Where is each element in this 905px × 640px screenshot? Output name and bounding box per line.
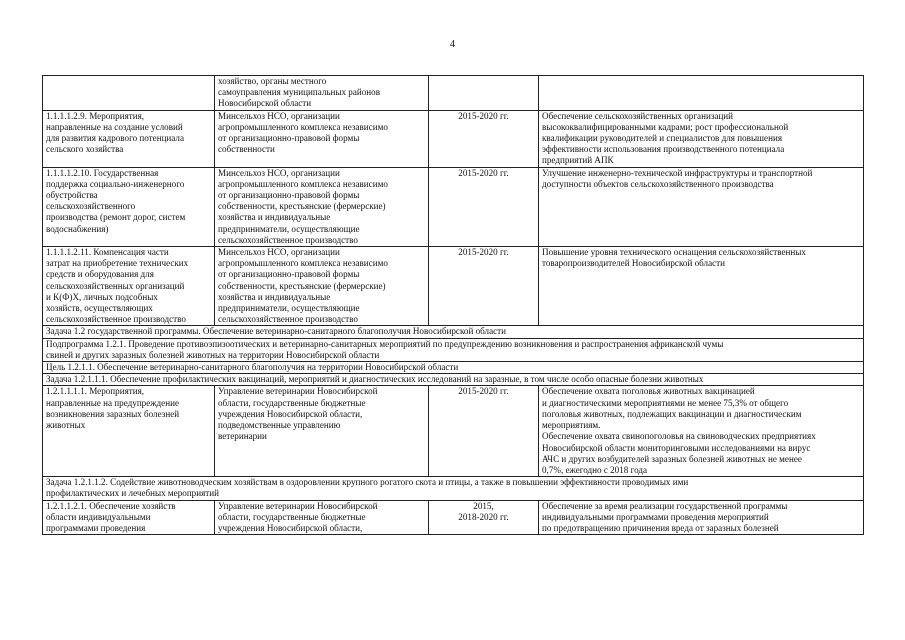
cell-line: 0,7%, ежегодно с 2018 года [542,464,648,475]
term-cell [429,247,539,326]
cell-line: Новосибирской области [218,98,312,109]
cell-line: направленные на создание условий [46,121,183,132]
cell-line: сельскохозяйственное производство [46,314,186,325]
cell-line: сельскохозяйственного [46,201,136,212]
cell-line: 2015, [473,500,494,511]
cell-line: хозяйства и индивидуальные [218,212,331,223]
section-heading [43,477,864,500]
cell-line: Управление ветеринарии Новосибирской [218,386,378,397]
cell-line: Задача 1.2.1.1.2. Содействие животноводческим хозяйствам в оздоровлении крупного рогатого скота и птицы, а также в повышении эффективности проводимых ими [46,477,689,488]
cell-line: Задача 1.2.1.1.1. Обеспечение профилактических вакцинаций, мероприятий и диагностических исследований на заразные, в том числе особо опасные болезни животных [46,374,704,385]
cell-line: животных [46,420,86,431]
cell-line: Обеспечение охвата свинопоголовья на свиноводческих предприятиях [542,431,816,442]
cell-line: сельского хозяйства [46,144,124,155]
cell-line: учреждения Новосибирской области, [218,408,363,419]
cell-line: от организационно-правовой формы [218,269,360,280]
executor-cell [215,247,429,326]
measure-row [43,76,864,111]
measure-name-cell [43,247,215,326]
executor-cell [215,386,429,477]
cell-line: Улучшение инженерно-технической инфраструктуры и транспортной [542,167,813,178]
executor-cell [215,76,429,111]
cell-line: Обеспечение за время реализации государственной программы [542,500,788,511]
cell-line: АЧС и других возбудителей заразных болезней животных не менее [542,453,802,464]
cell-line: Минсельхоз НСО, организации [218,247,340,258]
cell-line: Минсельхоз НСО, организации [218,110,340,121]
cell-line: хозяйств, осуществляющих [46,303,153,314]
cell-line: области индивидуальными [46,511,151,522]
cell-line: хозяйство, органы местного [218,76,327,86]
section-heading-row [43,374,864,386]
measure-name-cell [43,386,215,477]
measure-row [43,167,864,246]
term-cell [429,76,539,111]
cell-line: учреждения Новосибирской области, [218,522,363,533]
term-cell [429,500,539,535]
term-cell [429,386,539,477]
cell-line: водоснабжения) [46,223,109,234]
cell-line: производства (ремонт дорог, систем [46,212,186,223]
cell-line: области, государственные бюджетные [218,511,366,522]
cell-line: Цель 1.2.1.1. Обеспечение ветеринарно-санитарного благополучия на территории Новосибирской области [46,362,459,373]
cell-line: ветеринарии [218,431,267,442]
cell-line: свиней и других заразных болезней животных на территории Новосибирской области [46,349,380,360]
cell-line: по предотвращению причинения вреда от заразных болезней [542,522,779,533]
cell-line: 1.1.1.1.2.10. Государственная [46,167,159,178]
cell-line: и диагностическими мероприятиями не менее 75,3% от общего [542,397,789,408]
term-cell [429,167,539,246]
cell-line: от организационно-правовой формы [218,190,360,201]
cell-line: сельскохозяйственное производство [218,234,358,245]
measure-row [43,500,864,535]
cell-line: высококвалифицированными кадрами; рост профессиональной [542,121,789,132]
cell-line: области, государственные бюджетные [218,397,366,408]
cell-line: предприниматели, осуществляющие [218,223,360,234]
page-number: 4 [450,39,455,50]
cell-line: сельскохозяйственное производство [218,314,358,325]
cell-line: средств и оборудования для [46,269,154,280]
cell-line: индивидуальными программами проведения мероприятий [542,511,769,522]
cell-line: 1.1.1.1.2.9. Мероприятия, [46,110,145,121]
cell-line: поддержка социально-инженерного [46,178,185,189]
measure-name-cell [43,76,215,111]
cell-line: 2015-2020 гг. [458,110,509,121]
cell-line: агропромышленного комплекса независимо [218,121,388,132]
section-heading [43,326,864,338]
result-cell [539,247,864,326]
cell-line: собственности, крестьянские (фермерские) [218,280,386,291]
cell-line: профилактических и лечебных мероприятий [46,488,219,499]
section-heading-row [43,477,864,500]
cell-line: сельскохозяйственных организаций [46,280,185,291]
cell-line: товаропроизводителей Новосибирской области [542,258,725,269]
measure-row [43,110,864,167]
cell-line: 2015-2020 гг. [458,247,509,258]
cell-line: агропромышленного комплекса независимо [218,178,388,189]
section-heading-row [43,362,864,374]
section-heading-row [43,326,864,338]
cell-line: предприниматели, осуществляющие [218,303,360,314]
cell-line: программами проведения [46,522,146,533]
result-cell [539,167,864,246]
cell-line: для развития кадрового потенциала [46,133,184,144]
section-heading [43,374,864,386]
result-cell [539,110,864,167]
measures-table [42,75,864,535]
measure-name-cell [43,167,215,246]
cell-line: от организационно-правовой формы [218,133,360,144]
cell-line: поголовья животных, подлежащих вакцинации и диагностическим [542,408,802,419]
measure-row [43,386,864,477]
cell-line: собственности, крестьянские (фермерские) [218,201,386,212]
cell-line: обустройства [46,190,98,201]
cell-line: мероприятиям. [542,420,601,431]
cell-line: Задача 1.2 государственной программы. Обеспечение ветеринарно-санитарного благополучия Новосибирской области [46,326,506,337]
cell-line: направленные на предупреждение [46,397,179,408]
cell-line: 1.2.1.1.1.1. Мероприятия, [46,386,145,397]
cell-line: предприятий АПК [542,155,614,166]
cell-line: Повышение уровня технического оснащения сельскохозяйственных [542,247,806,258]
cell-line: затрат на приобретение технических [46,258,189,269]
cell-line: хозяйства и индивидуальные [218,291,331,302]
section-heading [43,362,864,374]
cell-line: Подпрограмма 1.2.1. Проведение противоэпизоотических и ветеринарно-санитарных мероприятий по предупреждению возникновения и распространения африканской чумы [46,338,724,349]
executor-cell [215,167,429,246]
cell-line: агропромышленного комплекса независимо [218,258,388,269]
term-cell [429,110,539,167]
table-body [43,76,864,535]
section-heading-row [43,338,864,361]
cell-line: 1.1.1.1.2.11. Компенсация части [46,247,169,258]
cell-line: подведомственные управлению [218,420,341,431]
cell-line: самоуправления муниципальных районов [218,87,381,98]
section-heading [43,338,864,361]
cell-line: 2015-2020 гг. [458,167,509,178]
measure-row [43,247,864,326]
measure-name-cell [43,500,215,535]
cell-line: собственности [218,144,275,155]
measure-name-cell [43,110,215,167]
cell-line: и К(Ф)Х, личных подсобных [46,291,158,302]
cell-line: 2018-2020 гг. [458,511,509,522]
cell-line: 2015-2020 гг. [458,386,509,397]
cell-line: 1.2.1.1.2.1. Обеспечение хозяйств [46,500,176,511]
cell-line: доступности объектов сельскохозяйственного производства [542,178,774,189]
cell-line: эффективности использования производственного потенциала [542,144,785,155]
result-cell [539,76,864,111]
cell-line: Новосибирской области мониторинговыми исследованиями на вирус [542,442,811,453]
result-cell [539,500,864,535]
result-cell [539,386,864,477]
cell-line: возникновения заразных болезней [46,408,180,419]
executor-cell [215,110,429,167]
cell-line: Управление ветеринарии Новосибирской [218,500,378,511]
cell-line: Обеспечение сельскохозяйственных организаций [542,110,734,121]
cell-line: Минсельхоз НСО, организации [218,167,340,178]
cell-line: Обеспечение охвата поголовья животных вакцинацией [542,386,755,397]
cell-line: квалификации руководителей и специалистов для повышения [542,133,783,144]
executor-cell [215,500,429,535]
